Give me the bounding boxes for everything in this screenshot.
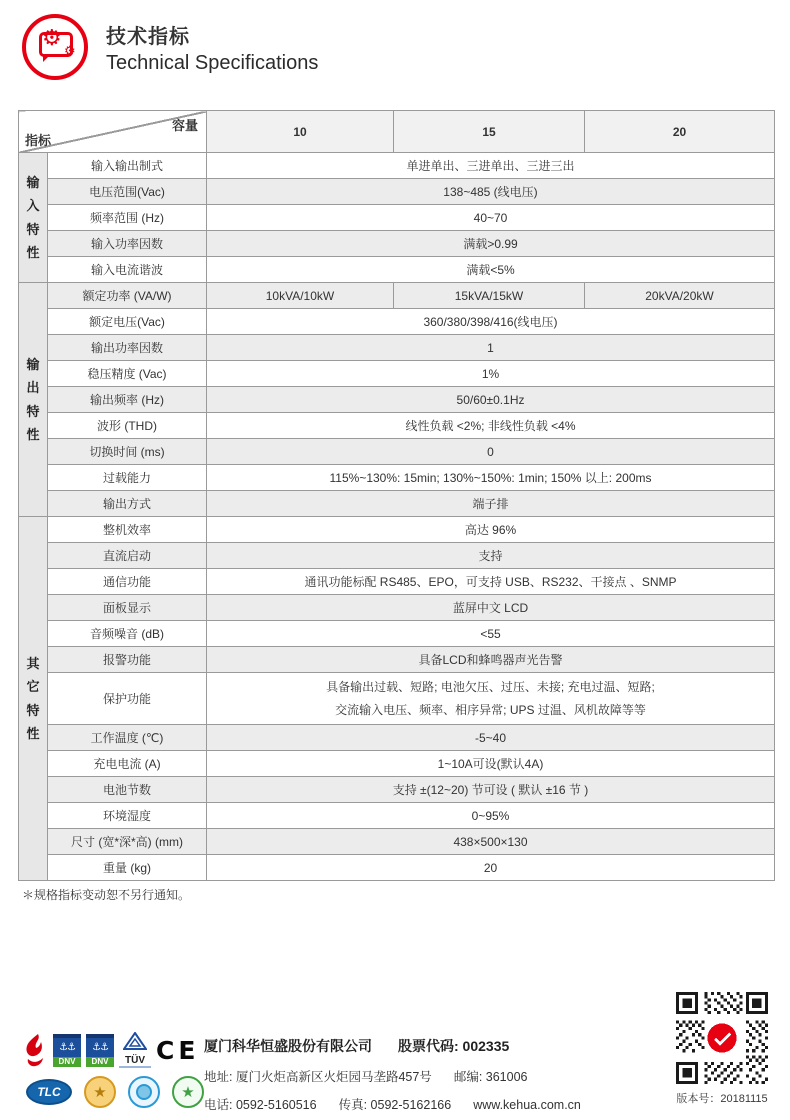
spec-value: 1 (207, 335, 775, 361)
spec-value: 115%~130%: 15min; 130%~150%: 1min; 150% 以上: 200ms (207, 465, 775, 491)
title-chinese: 技术指标 (106, 25, 190, 48)
spec-value: 20kVA/20kW (585, 283, 775, 309)
table-row (19, 439, 775, 465)
spec-label: 音频噪音 (dB) (48, 621, 207, 647)
table-row (19, 231, 775, 257)
cert-logo-row-2 (24, 1072, 210, 1112)
spec-label: 充电电流 (A) (48, 751, 207, 777)
spec-value: 438×500×130 (207, 829, 775, 855)
cert-logo-row-1 (24, 1030, 210, 1070)
spec-label: 保护功能 (48, 673, 207, 725)
spec-label: 尺寸 (宽*深*高) (mm) (48, 829, 207, 855)
tuv-cert-logo (119, 1032, 151, 1068)
spec-value: 20 (207, 855, 775, 881)
company-address: 地址: 厦门火炬高新区火炬园马垄路457号 (204, 1070, 432, 1084)
spec-label: 切换时间 (ms) (48, 439, 207, 465)
spec-value: <55 (207, 621, 775, 647)
page-title (106, 20, 318, 75)
capacity-column-20: 20 (585, 111, 775, 153)
title-english: Technical Specifications (106, 51, 319, 74)
certification-logos (24, 1030, 210, 1112)
table-row (19, 543, 775, 569)
company-phone: 电话: 0592-5160516 (204, 1098, 317, 1112)
spec-label: 报警功能 (48, 647, 207, 673)
table-row (19, 491, 775, 517)
table-row (19, 335, 775, 361)
ce-mark-logo: CE (156, 1035, 200, 1065)
tlc-cert-logo: TLC (26, 1079, 72, 1105)
spec-value: 单进单出、三进单出、三进三出 (207, 153, 775, 179)
section-header-other (19, 517, 48, 881)
spec-value: 高达 96% (207, 517, 775, 543)
spec-value: 具备LCD和蜂鸣器声光告警 (207, 647, 775, 673)
tuv-label: TÜV (119, 1055, 151, 1068)
section-name: 输入特性 (26, 174, 40, 260)
corner-capacity-label: 容量 (171, 118, 198, 133)
spec-value: 支持 ±(12~20) 节可设 ( 默认 ±16 节 ) (207, 777, 775, 803)
spec-value: 支持 (207, 543, 775, 569)
star-icon: ★ (181, 1084, 195, 1101)
anchor-icon: ⚓⚓ (53, 1038, 81, 1057)
gear-small-icon: ⚙ (64, 43, 76, 58)
spec-value: 50/60±0.1Hz (207, 387, 775, 413)
table-header-row (19, 111, 775, 153)
spec-table-container (18, 110, 774, 881)
table-row (19, 309, 775, 335)
spec-value: 1~10A可设(默认4A) (207, 751, 775, 777)
capacity-column-10: 10 (207, 111, 394, 153)
version-number: 版本号：20181115 (676, 1093, 768, 1105)
spec-label: 频率范围 (Hz) (48, 205, 207, 231)
page-header (22, 14, 318, 80)
spec-label: 输入输出制式 (48, 153, 207, 179)
table-row (19, 179, 775, 205)
company-postcode: 邮编: 361006 (453, 1070, 528, 1084)
spec-label: 额定电压(Vac) (48, 309, 207, 335)
table-row (19, 725, 775, 751)
spec-label: 电压范围(Vac) (48, 179, 207, 205)
spec-value: 15kVA/15kW (394, 283, 585, 309)
spec-value: 1% (207, 361, 775, 387)
company-info (204, 1036, 581, 1113)
spec-value: 0 (207, 439, 775, 465)
spec-value (207, 673, 775, 725)
table-row (19, 465, 775, 491)
table-row (19, 153, 775, 179)
company-address-line (204, 1067, 581, 1085)
table-row (19, 803, 775, 829)
table-row (19, 595, 775, 621)
dnv-label: DNV (86, 1057, 114, 1067)
spec-value: 线性负载 <2%; 非线性负载 <4% (207, 413, 775, 439)
table-row (19, 361, 775, 387)
spec-label: 环境湿度 (48, 803, 207, 829)
corner-indicator-label: 指标 (25, 133, 52, 148)
blue-emblem-icon (136, 1084, 152, 1100)
spec-label: 直流启动 (48, 543, 207, 569)
spec-label: 工作温度 (℃) (48, 725, 207, 751)
spec-label: 输入电流谐波 (48, 257, 207, 283)
dnv-cert-logo-2 (86, 1034, 114, 1067)
table-row (19, 829, 775, 855)
spec-label: 额定功率 (VA/W) (48, 283, 207, 309)
company-contact-line (204, 1095, 581, 1113)
table-row (19, 205, 775, 231)
table-row (19, 387, 775, 413)
spec-change-footnote: ＊规格指标变动恕不另行通知。 (22, 888, 191, 902)
table-row (19, 517, 775, 543)
spec-value: 满载>0.99 (207, 231, 775, 257)
spec-label: 过载能力 (48, 465, 207, 491)
spec-value: 10kVA/10kW (207, 283, 394, 309)
blue-cert-badge (128, 1076, 160, 1108)
company-name: 厦门科华恒盛股份有限公司 (204, 1038, 372, 1054)
table-row (19, 283, 775, 309)
spec-value: 通讯功能标配 RS485、EPO，可支持 USB、RS232、干接点 、SNMP (207, 569, 775, 595)
table-row (19, 647, 775, 673)
section-header-output (19, 283, 48, 517)
gold-star-cert-badge (84, 1076, 116, 1108)
company-website-link[interactable]: www.kehua.com.cn (473, 1098, 581, 1112)
spec-value: 蓝屏中文 LCD (207, 595, 775, 621)
spec-label: 稳压精度 (Vac) (48, 361, 207, 387)
capacity-column-15: 15 (394, 111, 585, 153)
anchor-icon: ⚓⚓ (86, 1038, 114, 1057)
spec-value: 0~95% (207, 803, 775, 829)
green-cert-badge (172, 1076, 204, 1108)
spec-value: 138~485 (线电压) (207, 179, 775, 205)
spec-value-line: 交流输入电压、频率、相序异常; UPS 过温、风机故障等等 (335, 702, 646, 717)
table-row (19, 855, 775, 881)
spec-label: 输出方式 (48, 491, 207, 517)
spec-label: 波形 (THD) (48, 413, 207, 439)
company-fax: 传真: 0592-5162166 (338, 1098, 452, 1112)
section-name: 其它特性 (26, 655, 40, 741)
qr-code (676, 992, 768, 1084)
spec-value: -5~40 (207, 725, 775, 751)
spec-label: 电池节数 (48, 777, 207, 803)
spec-label: 面板显示 (48, 595, 207, 621)
table-row (19, 413, 775, 439)
table-row (19, 777, 775, 803)
spec-table (18, 110, 775, 881)
star-icon: ★ (93, 1084, 107, 1101)
spec-value: 满载<5% (207, 257, 775, 283)
spec-value: 40~70 (207, 205, 775, 231)
table-row (19, 621, 775, 647)
spec-label: 输出功率因数 (48, 335, 207, 361)
company-name-line (204, 1036, 581, 1056)
table-row (19, 569, 775, 595)
spec-label: 整机效率 (48, 517, 207, 543)
table-corner-cell (19, 111, 207, 153)
gear-chat-icon (22, 14, 88, 80)
spec-value-line: 具备输出过载、短路; 电池欠压、过压、未接; 充电过温、短路; (326, 679, 655, 694)
dnv-cert-logo-1 (53, 1034, 81, 1067)
table-row (19, 751, 775, 777)
spec-label: 输入功率因数 (48, 231, 207, 257)
tuv-triangle-icon (123, 1032, 147, 1050)
table-row (19, 673, 775, 725)
dnv-label: DNV (53, 1057, 81, 1067)
stock-code: 股票代码: 002335 (398, 1038, 510, 1054)
spec-label: 输出频率 (Hz) (48, 387, 207, 413)
spec-value: 端子排 (207, 491, 775, 517)
spec-label: 重量 (kg) (48, 855, 207, 881)
section-header-input (19, 153, 48, 283)
spec-value: 360/380/398/416(线电压) (207, 309, 775, 335)
qr-center-logo (707, 1023, 736, 1052)
kehua-flame-logo (24, 1033, 48, 1067)
table-row (19, 257, 775, 283)
spec-label: 通信功能 (48, 569, 207, 595)
gear-icon: ⚙ (42, 25, 62, 50)
section-name: 输出特性 (26, 356, 40, 442)
